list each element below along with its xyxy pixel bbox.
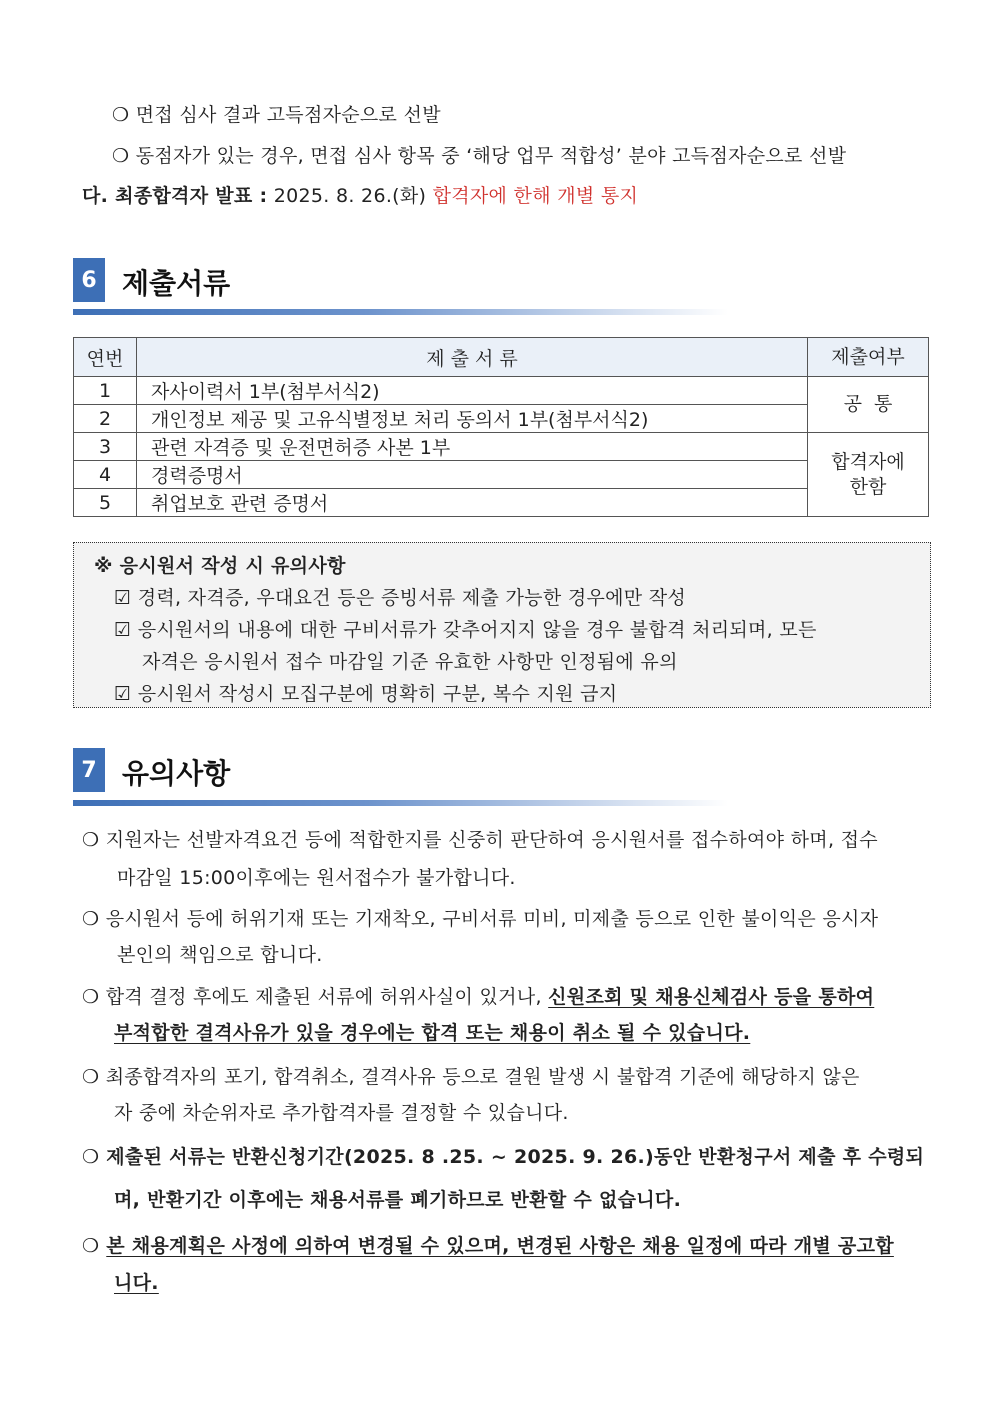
header-submit: 제출여부 — [808, 338, 929, 377]
circle-bullet-icon: ❍ — [112, 145, 130, 167]
application-notice-box — [73, 542, 931, 708]
notice-item-1: ☑ 경력, 자격증, 우대요건 등은 증빙서류 제출 가능한 경우에만 작성 — [114, 587, 687, 609]
note-2: ❍ 응시원서 등에 허위기재 또는 기재착오, 구비서류 미비, 미제출 등으로 인한 불이익은 응시자 — [82, 908, 879, 930]
circle-bullet-icon: ❍ — [82, 1146, 100, 1168]
note-6-cont: 니다. — [114, 1272, 159, 1294]
table-row: 2 개인정보 제공 및 고유식별정보 처리 동의서 1부(첨부서식2) — [74, 405, 929, 433]
section-6-number: 6 — [73, 258, 105, 302]
checkbox-icon: ☑ — [114, 587, 132, 609]
note-4-cont: 자 중에 차순위자로 추가합격자를 결정할 수 있습니다. — [114, 1102, 569, 1124]
note-1: ❍ 지원자는 선발자격요건 등에 적합한지를 신중히 판단하여 응시원서를 접수하여야 하며, 접수 — [82, 829, 878, 851]
notice-item-2: ☑ 응시원서의 내용에 대한 구비서류가 갖추어지지 않을 경우 불합격 처리되며, 모든 — [114, 619, 817, 641]
checkbox-icon: ☑ — [114, 683, 132, 705]
circle-bullet-icon: ❍ — [82, 1066, 100, 1088]
circle-bullet-icon: ❍ — [82, 986, 100, 1008]
note-2-cont: 본인의 책임으로 합니다. — [117, 944, 323, 966]
note-3-cont: 부적합한 결격사유가 있을 경우에는 합격 또는 채용이 취소 될 수 있습니다. — [114, 1022, 751, 1044]
circle-bullet-icon: ❍ — [82, 829, 100, 851]
header-doc: 제 출 서 류 — [137, 338, 808, 377]
table-row: 4 경력증명서 — [74, 461, 929, 489]
table-row: 3 관련 자격증 및 운전면허증 사본 1부 합격자에 한함 — [74, 433, 929, 461]
header-no: 연번 — [74, 338, 137, 377]
section-7-rule — [73, 800, 728, 806]
final-date: 2025. 8. 26.(화) — [273, 185, 427, 207]
circle-bullet-icon: ❍ — [82, 908, 100, 930]
table-row: 1 자사이력서 1부(첨부서식2) 공 통 — [74, 377, 929, 405]
notice-item-3: ☑ 응시원서 작성시 모집구분에 명확히 구분, 복수 지원 금지 — [114, 683, 618, 705]
documents-table — [73, 337, 929, 517]
group-passers: 합격자에 한함 — [808, 433, 929, 517]
circle-bullet-icon: ❍ — [112, 104, 130, 126]
note-5-cont: 며, 반환기간 이후에는 채용서류를 폐기하므로 반환할 수 없습니다. — [114, 1189, 682, 1211]
group-common: 공 통 — [808, 377, 929, 433]
section-6-title: 제출서류 — [122, 267, 231, 300]
final-note: 합격자에 한해 개별 통지 — [432, 185, 639, 207]
section-7-number: 7 — [73, 748, 105, 792]
final-announcement — [82, 181, 638, 208]
note-5: ❍ 제출된 서류는 반환신청기간(2025. 8 .25. ~ 2025. 9. 26.)동안 반환청구서 제출 후 수령되 — [82, 1146, 925, 1168]
note-1-cont: 마감일 15:00이후에는 원서접수가 불가합니다. — [117, 867, 516, 889]
notice-item-2-cont: 자격은 응시원서 접수 마감일 기준 유효한 사항만 인정됨에 유의 — [142, 651, 678, 673]
section-7-title: 유의사항 — [122, 757, 231, 790]
intro-line-2: ❍ 동점자가 있는 경우, 면접 심사 항목 중 ‘해당 업무 적합성’ 분야 고득점자순으로 선발 — [112, 145, 847, 167]
note-3: ❍ 합격 결정 후에도 제출된 서류에 허위사실이 있거나, 신원조회 및 채용신체검사 등을 통하여 — [82, 986, 875, 1008]
note-6: ❍ 본 채용계획은 사정에 의하여 변경될 수 있으며, 변경된 사항은 채용 일정에 따라 개별 공고합 — [82, 1235, 894, 1257]
checkbox-icon: ☑ — [114, 619, 132, 641]
table-header-row — [74, 338, 929, 377]
table-row: 5 취업보호 관련 증명서 — [74, 489, 929, 517]
final-label: 다. 최종합격자 발표 : — [82, 185, 268, 207]
circle-bullet-icon: ❍ — [82, 1235, 100, 1257]
notice-title: ※ 응시원서 작성 시 유의사항 — [94, 555, 346, 577]
section-6-rule — [73, 309, 728, 315]
note-4: ❍ 최종합격자의 포기, 합격취소, 결격사유 등으로 결원 발생 시 불합격 기준에 해당하지 않은 — [82, 1066, 860, 1088]
intro-line-1: ❍ 면접 심사 결과 고득점자순으로 선발 — [112, 104, 441, 126]
